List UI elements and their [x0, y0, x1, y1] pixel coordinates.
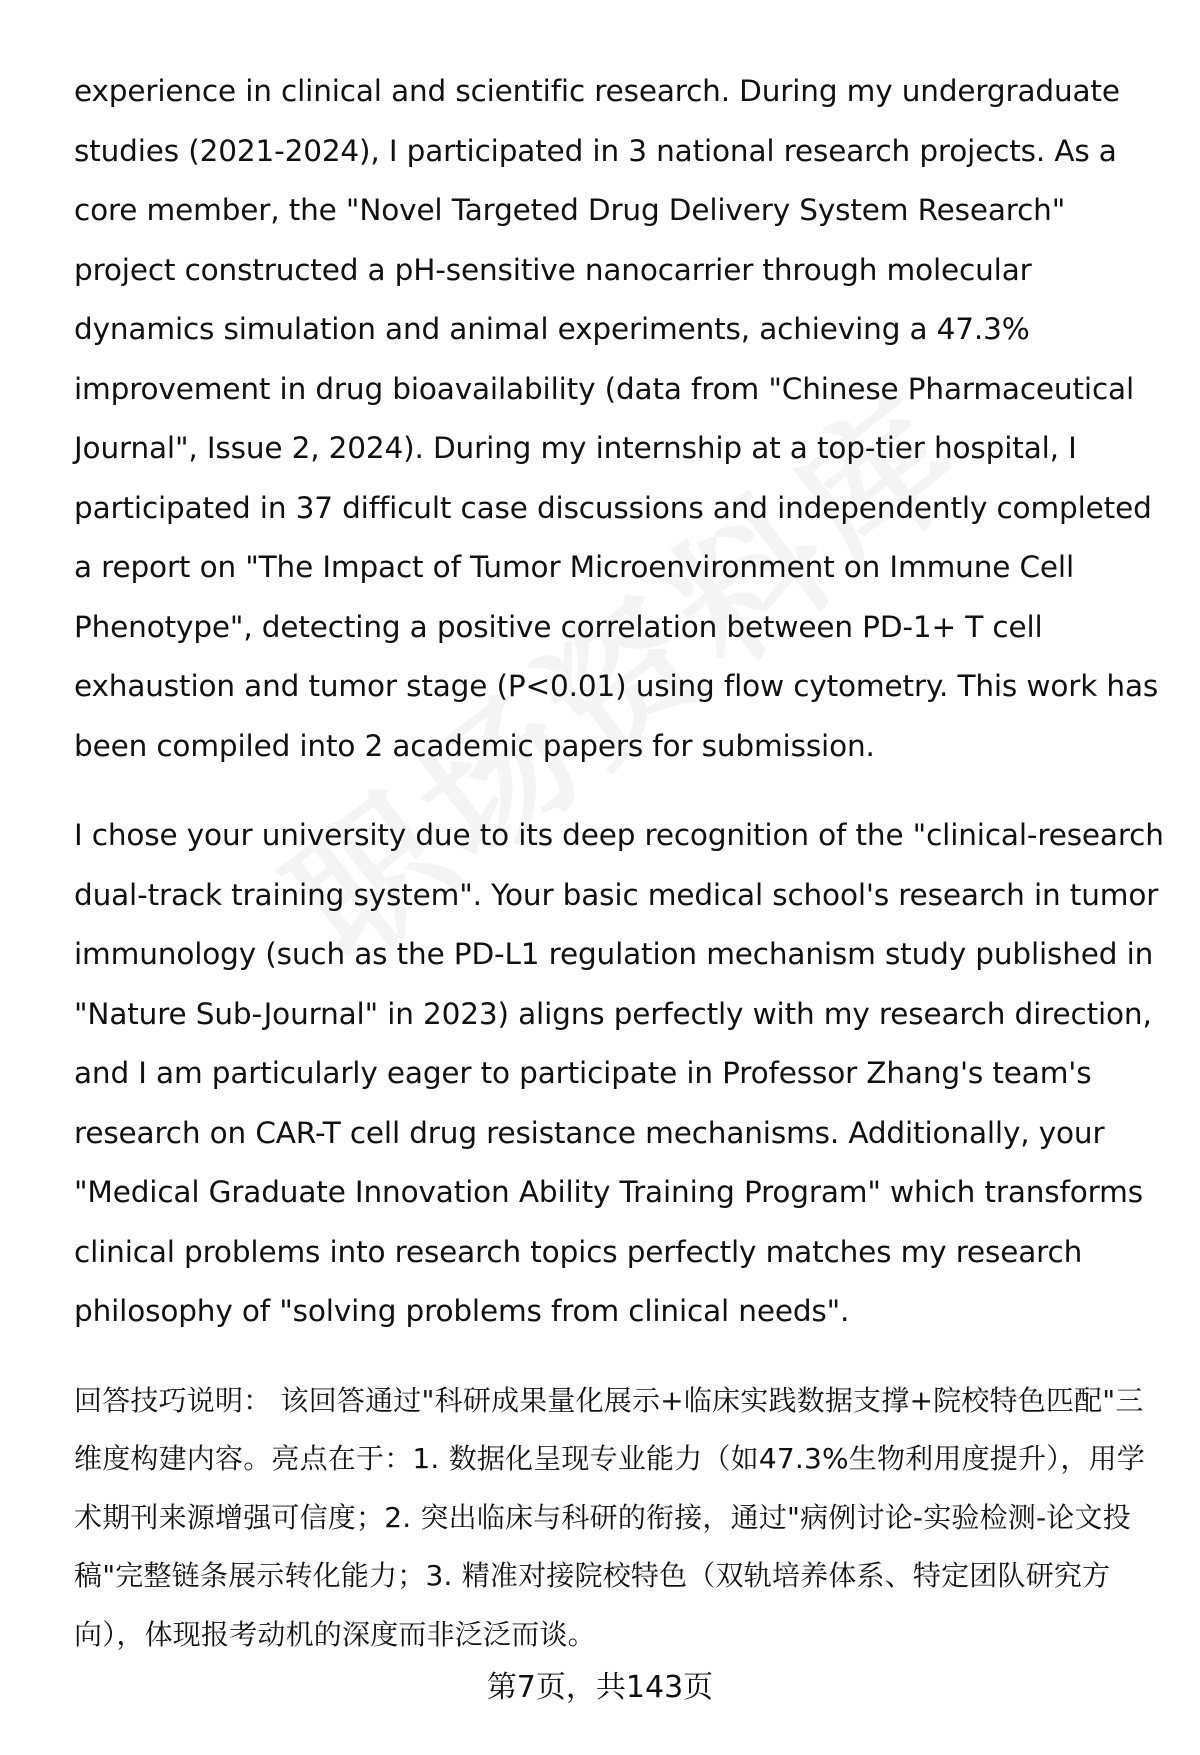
paragraph-university-choice: I chose your university due to its deep recognition of the "clinical-research dual-track training system". Your basic medical school's research in tumor immunology (such as the PD-L1 regulation mechanism study published in "Nature Sub-Journal" in 2023) aligns perfectly with my research direction, and I am particularly eager to participate in Professor Zhang's team's research on CAR-T cell drug resistance mechanisms. Additionally, your "Medical Graduate Innovation Ability Training Program" which transforms clinical problems into research topics perfectly matches my research philosophy of "solving problems from clinical needs".	[74, 818, 1164, 1328]
page-number: 第7页，共143页	[486, 1670, 714, 1705]
document-body	[74, 62, 1164, 1664]
answer-tips: 回答技巧说明： 该回答通过"科研成果量化展示+临床实践数据支撑+院校特色匹配"三维度构建内容。亮点在于：1. 数据化呈现专业能力（如47.3%生物利用度提升），用学术期刊来源增强可信度；2. 突出临床与科研的衔接，通过"病例讨论-实验检测-论文投稿"完整链条展示转化能力；3. 精准对接院校特色（双轨培养体系、特定团队研究方向），体现报考动机的深度而非泛泛而谈。	[74, 1383, 1145, 1651]
paragraph-research-experience: experience in clinical and scientific research. During my undergraduate studies (2021-2024), I participated in 3 national research projects. As a core member, the "Novel Targeted Drug Delivery System Research" project constructed a pH-sensitive nanocarrier through molecular dynamics simulation and animal experiments, achieving a 47.3% improvement in drug bioavailability (data from "Chinese Pharmaceutical Journal", Issue 2, 2024). During my internship at a top-tier hospital, I participated in 37 difficult case discussions and independently completed a report on "The Impact of Tumor Microenvironment on Immune Cell Phenotype", detecting a positive correlation between PD-1+ T cell exhaustion and tumor stage (P<0.01) using flow cytometry. This work has been compiled into 2 academic papers for submission.	[74, 74, 1159, 763]
